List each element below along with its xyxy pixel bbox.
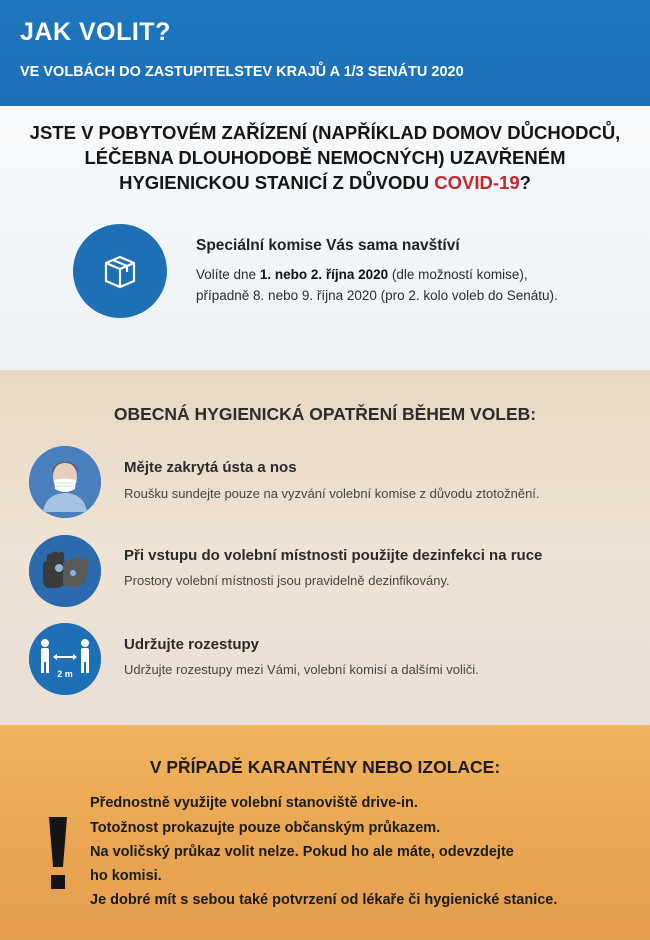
quarantine-heading: V PŘÍPADĚ KARANTÉNY NEBO IZOLACE: [149,757,501,777]
distancing-text: Udržujte rozestupy mezi Vámi, volební komisí a dalšími voliči. [124,662,479,677]
visit-line-1-end: (dle možností komise), [388,267,528,282]
facility-question-line-2: LÉČEBNA DLOUHODOBĚ NEMOCNÝCH) UZAVŘENÉM [84,147,566,168]
box-icon [73,224,167,318]
visit-dates: 1. nebo 2. října 2020 [259,267,389,282]
visit-title: Speciální komise Vás sama navštíví [196,237,460,254]
visit-line-1 [196,264,558,285]
quarantine-section [0,725,650,940]
quarantine-line-5: Je dobré mít s sebou také potvrzení od lékaře či hygienické stanice. [90,892,558,908]
quarantine-line-3: Na voličský průkaz volit nelze. Pokud ho ale máte, odevzdejte [90,844,514,860]
distance-label: 2 m [57,669,73,679]
visit-body [196,264,558,306]
disinfection-title: Při vstupu do volební místnosti použijte dezinfekci na ruce [124,547,543,564]
header-banner [0,0,650,106]
quarantine-line-4: ho komisi. [90,868,162,884]
facility-question-line-3-text: HYGIENICKOU STANICÍ Z DŮVODU [119,172,435,193]
covid-label: COVID-19 [434,172,520,193]
facility-section [0,106,650,370]
quarantine-line-1: Přednostně využijte volební stanoviště drive-in. [90,795,418,811]
mask-title: Mějte zakrytá ústa a nos [124,459,297,476]
distancing-title: Udržujte rozestupy [124,636,260,653]
hygiene-heading: OBECNÁ HYGIENICKÁ OPATŘENÍ BĚHEM VOLEB: [113,404,537,424]
hand-disinfection-icon [29,535,101,607]
distancing-icon [29,623,101,695]
facility-question-line-3 [10,170,640,195]
question-mark: ? [519,172,531,193]
page-subtitle: VE VOLBÁCH DO ZASTUPITELSTEV KRAJŮ A 1/3 SENÁTU 2020 [20,64,464,80]
exclamation-icon [47,815,69,891]
facility-question [10,120,640,195]
visit-line-2: případně 8. nebo 9. října 2020 (pro 2. kolo voleb do Senátu). [196,288,558,303]
page-title: JAK VOLIT? [20,18,171,46]
hygiene-section [0,370,650,725]
quarantine-line-2: Totožnost prokazujte pouze občanským průkazem. [90,820,441,836]
mask-text: Roušku sundejte pouze na vyzvání volební komise z důvodu ztotožnění. [124,486,540,501]
visit-line-1-start: Volíte dne [196,267,260,282]
disinfection-text: Prostory volební místnosti jsou pravidelně dezinfikovány. [124,573,450,588]
facility-question-line-1: JSTE V POBYTOVÉM ZAŘÍZENÍ (NAPŘÍKLAD DOMOV DŮCHODCŮ, [29,122,621,143]
face-mask-icon [29,446,101,518]
